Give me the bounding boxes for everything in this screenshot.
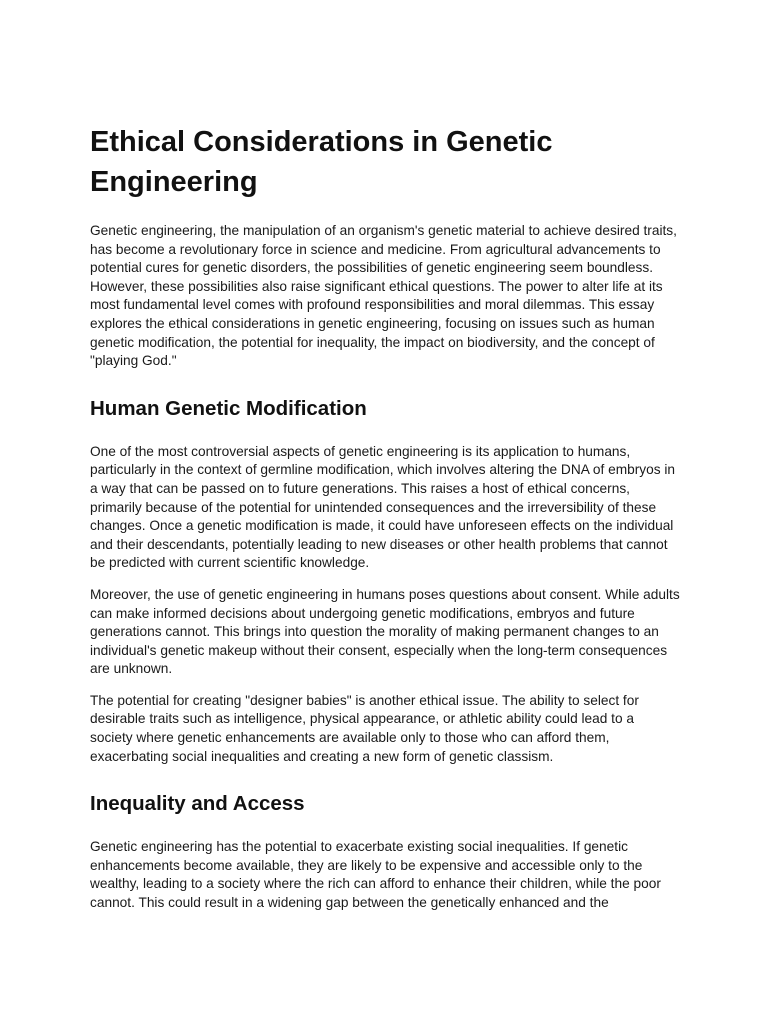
intro-paragraph: Genetic engineering, the manipulation of an organism's genetic material to achieve desired traits, has become a revolutionary force in science and medicine. From agricultural advancements to potential cures for genetic disorders, the possibilities of genetic engineering seem boundless. However, these possibilities also raise significant ethical questions. The power to alter life at its most fundamental level comes with profound responsibilities and moral dilemmas. This essay explores the ethical considerations in genetic engineering, focusing on issues such as human genetic modification, the potential for inequality, the impact on biodiversity, and the concept of "playing God." — [90, 223, 677, 369]
paragraph: Moreover, the use of genetic engineering in humans poses questions about consent. While adults can make informed decisions about undergoing genetic modifications, embryos and future generations cannot. This brings into question the morality of making permanent changes to an individual's genetic makeup without their consent, especially when the long-term consequences are unknown. — [90, 586, 680, 677]
paragraph: The potential for creating "designer babies" is another ethical issue. The ability to select for desirable traits such as intelligence, physical appearance, or athletic ability could lead to a society where genetic enhancements are available only to those who can afford them, exacerbating social inequalities and creating a new form of genetic classism. — [90, 692, 639, 764]
paragraph: One of the most controversial aspects of genetic engineering is its application to humans, particularly in the context of germline modification, which involves altering the DNA of embryos in a way that can be passed on to future generations. This raises a host of ethical concerns, primarily because of the potential for unintended consequences and the irreversibility of these changes. Once a genetic modification is made, it could have unforeseen effects on the individual and their descendants, potentially leading to new diseases or other health problems that cannot be predicted with current scientific knowledge. — [90, 443, 676, 571]
page-title: Ethical Considerations in Genetic Engineering — [90, 126, 553, 198]
section-heading-inequality-and-access: Inequality and Access — [90, 792, 305, 816]
section-heading-human-genetic-modification: Human Genetic Modification — [90, 396, 367, 420]
paragraph: Genetic engineering has the potential to exacerbate existing social inequalities. If genetic enhancements become available, they are likely to be expensive and accessible only to the wealthy, leading to a society where the rich can afford to enhance their children, while the poor cannot. This could result in a widening gap between the genetically enhanced and the — [90, 839, 661, 911]
document-page — [90, 122, 680, 926]
